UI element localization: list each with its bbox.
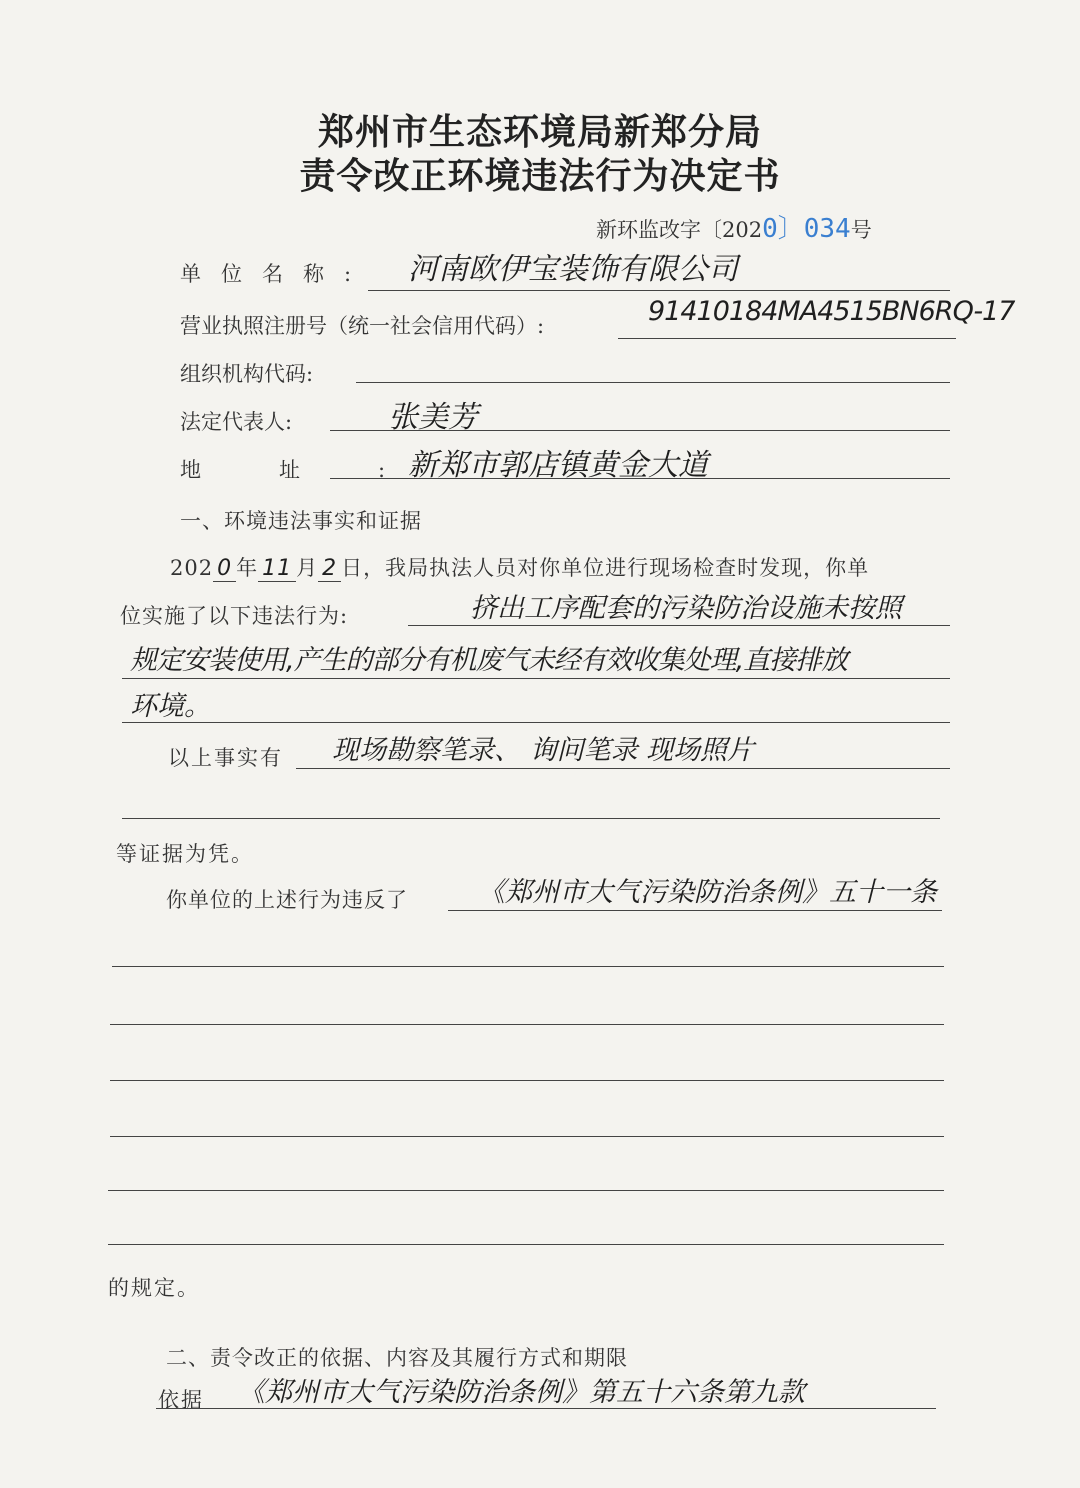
document-title-line2: 责令改正环境违法行为决定书 (299, 155, 781, 197)
document-number (596, 208, 872, 245)
evidence-value: 现场勘察笔录、 询问笔录 现场照片 (332, 735, 755, 766)
doc-number-suffix: 号 (850, 218, 872, 242)
license-value: 91410184MA4515BN6RQ-17 (648, 296, 1015, 327)
violates-tail: 的规定。 (108, 1276, 200, 1300)
org-code-label: 组织机构代码: (180, 362, 314, 386)
date-day-hand: 2 (318, 556, 341, 582)
violation-line1: 挤出工序配套的污染防治设施未按照 (470, 593, 902, 624)
inspection-date-line (170, 552, 869, 582)
violation-line3: 环境。 (130, 691, 211, 722)
violates-value: 《郑州市大气污染防治条例》五十一条 (478, 877, 937, 908)
evidence-tail: 等证据为凭。 (116, 842, 254, 866)
license-underline (618, 338, 956, 339)
basis-lead: 依据 (158, 1388, 204, 1412)
basis-value: 《郑州市大气污染防治条例》第五十六条第九款 (238, 1377, 805, 1408)
license-label: 营业执照注册号（统一社会信用代码）: (180, 314, 545, 338)
date-year-hand: 0 (213, 556, 236, 582)
org-code-underline (356, 382, 950, 383)
section1-heading: 一、环境违法事实和证据 (180, 509, 422, 533)
violation-underline-1 (408, 625, 950, 626)
violation-line2: 规定安装使用,产生的部分有机废气未经有效收集处理,直接排放 (130, 645, 848, 676)
violates-lead: 你单位的上述行为违反了 (166, 888, 408, 912)
blank-line-2 (110, 1024, 944, 1025)
doc-number-handwritten: 0〕034 (762, 214, 851, 244)
blank-line-3 (110, 1080, 944, 1081)
evidence-underline (296, 768, 950, 769)
section2-heading: 二、责令改正的依据、内容及其履行方式和期限 (166, 1346, 628, 1370)
blank-line-1 (112, 966, 944, 967)
date-month-label: 月 (296, 556, 319, 580)
blank-line-4 (110, 1136, 944, 1137)
violation-lead: 位实施了以下违法行为: (120, 604, 349, 628)
violates-underline (448, 910, 942, 911)
blank-line-5 (108, 1190, 944, 1191)
blank-line-6 (108, 1244, 944, 1245)
date-month-hand: 11 (258, 556, 296, 582)
violation-underline-3 (122, 722, 950, 723)
date-prefix: 202 (170, 556, 214, 580)
violation-underline-2 (122, 678, 950, 679)
document-title-line1: 郑州市生态环境局新郑分局 (317, 111, 762, 153)
unit-name-label: 单位名称: (180, 262, 372, 286)
evidence-underline-2 (122, 818, 940, 819)
address-label: 地址: (180, 458, 464, 482)
legal-rep-value: 张美芳 (388, 400, 478, 435)
unit-name-underline (368, 290, 950, 291)
unit-name-value: 河南欧伊宝装饰有限公司 (408, 252, 738, 287)
date-day-label: 日，我局执法人员对你单位进行现场检查时发现，你单 (341, 556, 870, 580)
address-value: 新郑市郭店镇黄金大道 (408, 448, 708, 483)
doc-number-prefix: 新环监改字〔202 (596, 218, 763, 242)
date-year-label: 年 (236, 556, 259, 580)
legal-rep-label: 法定代表人: (180, 410, 293, 434)
evidence-lead: 以上事实有 (168, 746, 283, 770)
